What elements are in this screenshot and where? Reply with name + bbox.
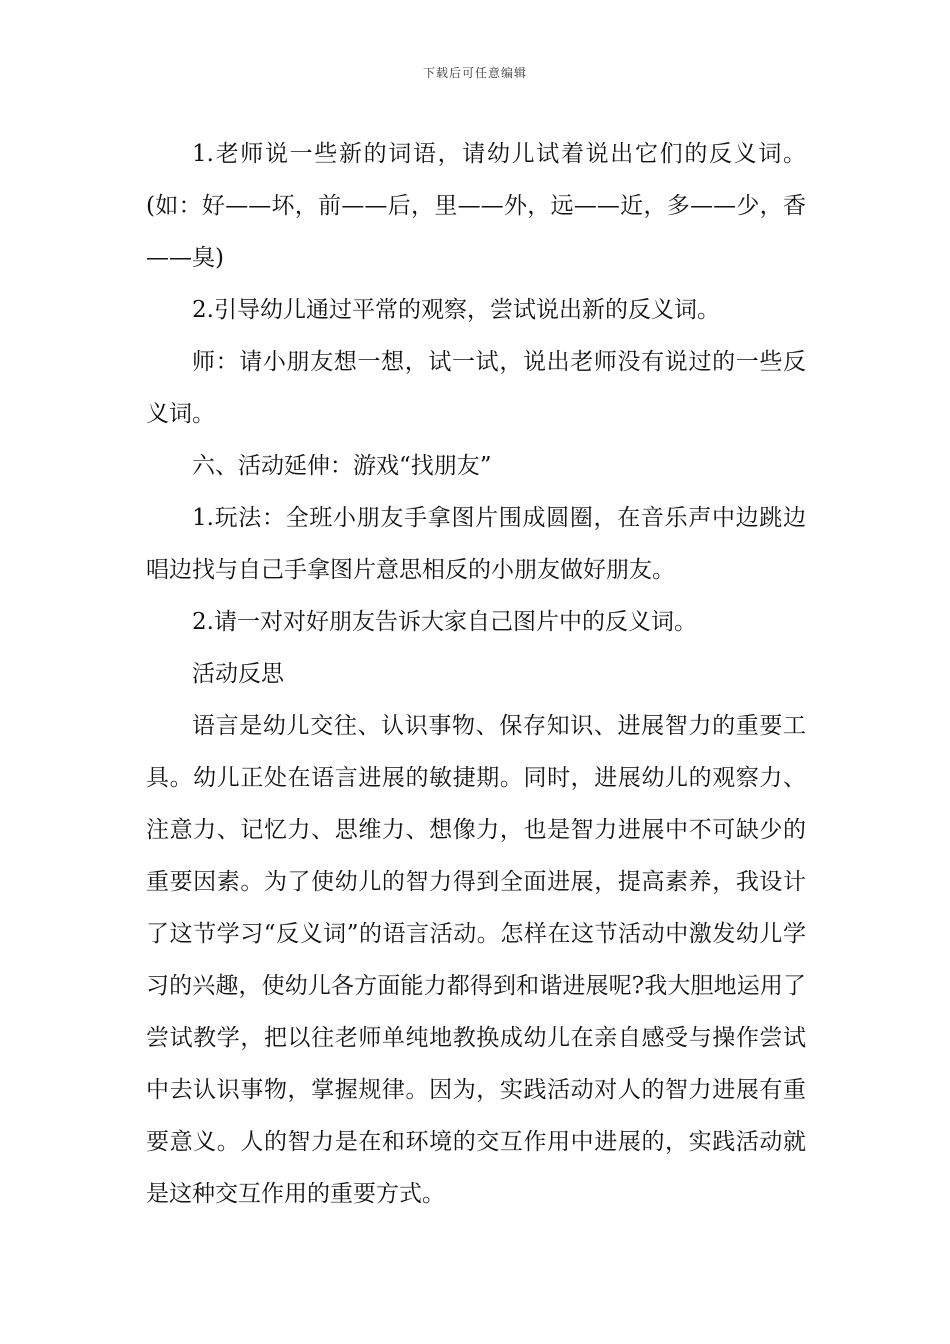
paragraph-friends-share: 2.请一对对好朋友告诉大家自己图片中的反义词。 <box>192 609 697 635</box>
paragraph-reflection-body: 语言是幼儿交往、认识事物、保存知识、进展智力的重要工具。幼儿正处在语言进展的敏捷期。同时，进展幼儿的观察力、注意力、记忆力、思维力、想像力，也是智力进展中不可缺少的重要因素。为了使幼儿的智力得到全面进展，提高素养，我设计了这节学习“反义词”的语言活动。怎样在这节活动中激发幼儿学习的兴趣，使幼儿各方面能力都得到和谐进展呢?我大胆地运用了尝试教学，把以往老师单纯地教换成幼儿在亲自感受与操作尝试中去认识事物，掌握规律。因为，实践活动对人的智力进展有重要意义。人的智力是在和环境的交互作用中进展的，实践活动就是这种交互作用的重要方式。 <box>146 713 806 1207</box>
section-heading-reflection: 活动反思 <box>192 661 284 687</box>
document-body <box>146 128 806 1220</box>
paragraph-guide-observation: 2.引导幼儿通过平常的观察，尝试说出新的反义词。 <box>192 297 720 323</box>
paragraph-antonym-practice: 1.老师说一些新的词语，请幼儿试着说出它们的反义词。(如：好——坏，前——后，里——外，远——近，多——少，香——臭) <box>146 141 806 271</box>
page-header: 下载后可任意编辑 <box>422 66 527 80</box>
paragraph-teacher-prompt: 师：请小朋友想一想，试一试，说出老师没有说过的一些反义词。 <box>146 349 806 427</box>
section-heading-extension: 六、活动延伸：游戏“找朋友” <box>192 453 492 479</box>
paragraph-game-rules: 1.玩法：全班小朋友手拿图片围成圆圈，在音乐声中边跳边唱边找与自己手拿图片意思相反的小朋友做好朋友。 <box>146 505 806 583</box>
